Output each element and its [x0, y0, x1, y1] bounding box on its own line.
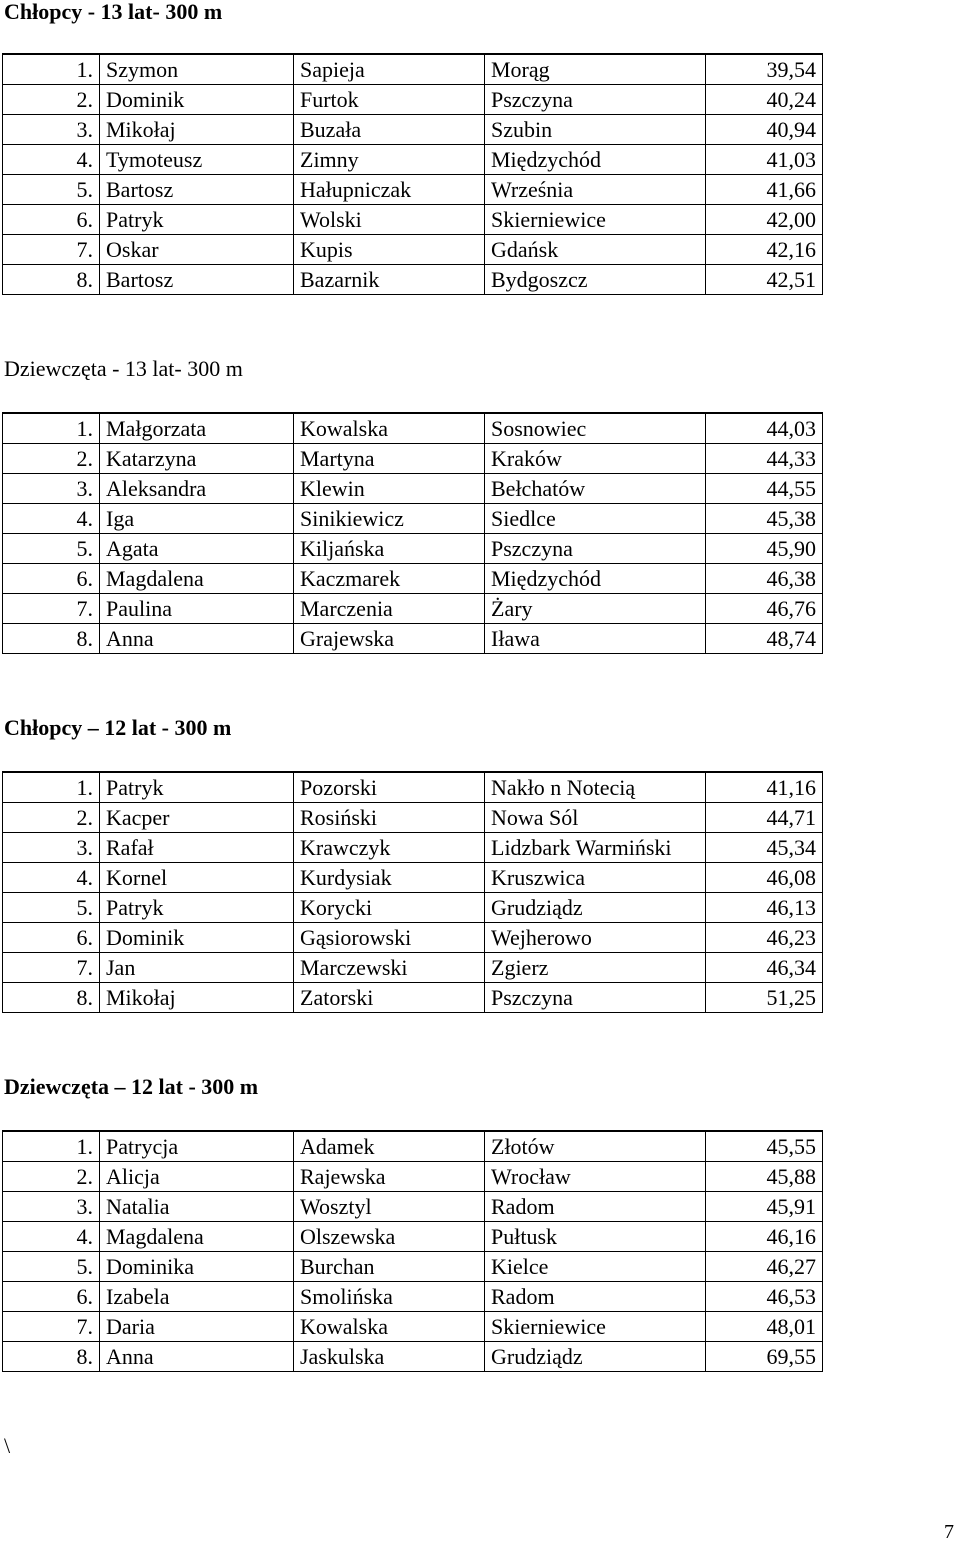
- last-name-cell: Wolski: [294, 205, 485, 235]
- place-cell: 7.: [3, 1312, 100, 1342]
- town-cell: Pszczyna: [485, 85, 706, 115]
- first-name-cell: Patrycja: [100, 1131, 294, 1162]
- table-row: [3, 1192, 823, 1222]
- place-cell: 6.: [3, 923, 100, 953]
- last-name-cell: Kurdysiak: [294, 863, 485, 893]
- town-cell: Złotów: [485, 1131, 706, 1162]
- table-row: [3, 265, 823, 295]
- last-name-cell: Furtok: [294, 85, 485, 115]
- place-cell: 2.: [3, 1162, 100, 1192]
- first-name-cell: Tymoteusz: [100, 145, 294, 175]
- last-name-cell: Kowalska: [294, 1312, 485, 1342]
- last-name-cell: Korycki: [294, 893, 485, 923]
- last-name-cell: Rosiński: [294, 803, 485, 833]
- place-cell: 1.: [3, 1131, 100, 1162]
- first-name-cell: Anna: [100, 1342, 294, 1372]
- first-name-cell: Bartosz: [100, 265, 294, 295]
- town-cell: Pułtusk: [485, 1222, 706, 1252]
- time-cell: 45,90: [706, 534, 823, 564]
- first-name-cell: Agata: [100, 534, 294, 564]
- table-row: [3, 54, 823, 85]
- time-cell: 40,94: [706, 115, 823, 145]
- first-name-cell: Dominika: [100, 1252, 294, 1282]
- town-cell: Kielce: [485, 1252, 706, 1282]
- table-row: [3, 564, 823, 594]
- town-cell: Kraków: [485, 444, 706, 474]
- place-cell: 7.: [3, 953, 100, 983]
- place-cell: 7.: [3, 235, 100, 265]
- table-row: [3, 983, 823, 1013]
- town-cell: Żary: [485, 594, 706, 624]
- table-row: [3, 235, 823, 265]
- time-cell: 44,03: [706, 413, 823, 444]
- last-name-cell: Kowalska: [294, 413, 485, 444]
- last-name-cell: Krawczyk: [294, 833, 485, 863]
- time-cell: 46,76: [706, 594, 823, 624]
- last-name-cell: Olszewska: [294, 1222, 485, 1252]
- place-cell: 2.: [3, 85, 100, 115]
- last-name-cell: Gąsiorowski: [294, 923, 485, 953]
- results-table-girls-12: [2, 1130, 823, 1372]
- town-cell: Iława: [485, 624, 706, 654]
- time-cell: 40,24: [706, 85, 823, 115]
- table-row: [3, 534, 823, 564]
- results-table-girls-13: [2, 412, 823, 654]
- table-row: [3, 1342, 823, 1372]
- town-cell: Międzychód: [485, 564, 706, 594]
- time-cell: 45,34: [706, 833, 823, 863]
- time-cell: 41,03: [706, 145, 823, 175]
- first-name-cell: Kacper: [100, 803, 294, 833]
- place-cell: 6.: [3, 1282, 100, 1312]
- last-name-cell: Marczenia: [294, 594, 485, 624]
- place-cell: 1.: [3, 54, 100, 85]
- last-name-cell: Kupis: [294, 235, 485, 265]
- town-cell: Skierniewice: [485, 205, 706, 235]
- first-name-cell: Patryk: [100, 893, 294, 923]
- last-name-cell: Martyna: [294, 444, 485, 474]
- table-row: [3, 953, 823, 983]
- table-row: [3, 1252, 823, 1282]
- first-name-cell: Małgorzata: [100, 413, 294, 444]
- place-cell: 5.: [3, 1252, 100, 1282]
- last-name-cell: Rajewska: [294, 1162, 485, 1192]
- town-cell: Skierniewice: [485, 1312, 706, 1342]
- place-cell: 3.: [3, 833, 100, 863]
- table-row: [3, 772, 823, 803]
- place-cell: 6.: [3, 564, 100, 594]
- town-cell: Września: [485, 175, 706, 205]
- time-cell: 41,16: [706, 772, 823, 803]
- first-name-cell: Katarzyna: [100, 444, 294, 474]
- place-cell: 5.: [3, 534, 100, 564]
- table-row: [3, 115, 823, 145]
- time-cell: 45,55: [706, 1131, 823, 1162]
- town-cell: Lidzbark Warmiński: [485, 833, 706, 863]
- table-row: [3, 145, 823, 175]
- last-name-cell: Burchan: [294, 1252, 485, 1282]
- table-row: [3, 1131, 823, 1162]
- place-cell: 2.: [3, 444, 100, 474]
- last-name-cell: Sapieja: [294, 54, 485, 85]
- table-row: [3, 504, 823, 534]
- first-name-cell: Dominik: [100, 923, 294, 953]
- time-cell: 46,16: [706, 1222, 823, 1252]
- time-cell: 44,71: [706, 803, 823, 833]
- first-name-cell: Alicja: [100, 1162, 294, 1192]
- time-cell: 51,25: [706, 983, 823, 1013]
- first-name-cell: Aleksandra: [100, 474, 294, 504]
- place-cell: 8.: [3, 983, 100, 1013]
- section-title-girls-13: Dziewczęta - 13 lat- 300 m: [4, 356, 243, 381]
- town-cell: Nowa Sól: [485, 803, 706, 833]
- place-cell: 1.: [3, 772, 100, 803]
- first-name-cell: Izabela: [100, 1282, 294, 1312]
- town-cell: Sosnowiec: [485, 413, 706, 444]
- time-cell: 42,16: [706, 235, 823, 265]
- town-cell: Gdańsk: [485, 235, 706, 265]
- town-cell: Grudziądz: [485, 1342, 706, 1372]
- place-cell: 5.: [3, 893, 100, 923]
- last-name-cell: Grajewska: [294, 624, 485, 654]
- last-name-cell: Smolińska: [294, 1282, 485, 1312]
- time-cell: 46,38: [706, 564, 823, 594]
- results-table-boys-13: [2, 53, 823, 295]
- last-name-cell: Sinikiewicz: [294, 504, 485, 534]
- stray-mark: \: [4, 1433, 11, 1458]
- table-row: [3, 833, 823, 863]
- table-row: [3, 624, 823, 654]
- town-cell: Zgierz: [485, 953, 706, 983]
- place-cell: 3.: [3, 115, 100, 145]
- time-cell: 42,00: [706, 205, 823, 235]
- town-cell: Wrocław: [485, 1162, 706, 1192]
- last-name-cell: Hałupniczak: [294, 175, 485, 205]
- last-name-cell: Kiljańska: [294, 534, 485, 564]
- table-row: [3, 1312, 823, 1342]
- table-row: [3, 474, 823, 504]
- last-name-cell: Marczewski: [294, 953, 485, 983]
- time-cell: 48,74: [706, 624, 823, 654]
- last-name-cell: Pozorski: [294, 772, 485, 803]
- table-row: [3, 413, 823, 444]
- town-cell: Siedlce: [485, 504, 706, 534]
- town-cell: Kruszwica: [485, 863, 706, 893]
- time-cell: 46,13: [706, 893, 823, 923]
- results-table-boys-12: [2, 771, 823, 1013]
- last-name-cell: Bazarnik: [294, 265, 485, 295]
- town-cell: Radom: [485, 1282, 706, 1312]
- time-cell: 39,54: [706, 54, 823, 85]
- first-name-cell: Rafał: [100, 833, 294, 863]
- last-name-cell: Zatorski: [294, 983, 485, 1013]
- town-cell: Wejherowo: [485, 923, 706, 953]
- place-cell: 4.: [3, 863, 100, 893]
- town-cell: Morąg: [485, 54, 706, 85]
- table-row: [3, 1162, 823, 1192]
- place-cell: 8.: [3, 624, 100, 654]
- town-cell: Bełchatów: [485, 474, 706, 504]
- time-cell: 69,55: [706, 1342, 823, 1372]
- place-cell: 2.: [3, 803, 100, 833]
- town-cell: Bydgoszcz: [485, 265, 706, 295]
- first-name-cell: Daria: [100, 1312, 294, 1342]
- time-cell: 46,34: [706, 953, 823, 983]
- last-name-cell: Wosztyl: [294, 1192, 485, 1222]
- time-cell: 45,88: [706, 1162, 823, 1192]
- first-name-cell: Mikołaj: [100, 115, 294, 145]
- time-cell: 41,66: [706, 175, 823, 205]
- town-cell: Międzychód: [485, 145, 706, 175]
- town-cell: Grudziądz: [485, 893, 706, 923]
- table-row: [3, 205, 823, 235]
- last-name-cell: Buzała: [294, 115, 485, 145]
- first-name-cell: Anna: [100, 624, 294, 654]
- place-cell: 7.: [3, 594, 100, 624]
- place-cell: 1.: [3, 413, 100, 444]
- town-cell: Pszczyna: [485, 534, 706, 564]
- table-row: [3, 444, 823, 474]
- last-name-cell: Kaczmarek: [294, 564, 485, 594]
- town-cell: Szubin: [485, 115, 706, 145]
- time-cell: 45,38: [706, 504, 823, 534]
- first-name-cell: Paulina: [100, 594, 294, 624]
- first-name-cell: Patryk: [100, 772, 294, 803]
- first-name-cell: Dominik: [100, 85, 294, 115]
- time-cell: 46,53: [706, 1282, 823, 1312]
- last-name-cell: Zimny: [294, 145, 485, 175]
- table-row: [3, 85, 823, 115]
- last-name-cell: Adamek: [294, 1131, 485, 1162]
- place-cell: 5.: [3, 175, 100, 205]
- place-cell: 3.: [3, 474, 100, 504]
- first-name-cell: Kornel: [100, 863, 294, 893]
- first-name-cell: Natalia: [100, 1192, 294, 1222]
- first-name-cell: Magdalena: [100, 564, 294, 594]
- place-cell: 8.: [3, 265, 100, 295]
- table-row: [3, 923, 823, 953]
- town-cell: Nakło n Notecią: [485, 772, 706, 803]
- section-title-girls-12: Dziewczęta – 12 lat - 300 m: [4, 1074, 259, 1099]
- town-cell: Pszczyna: [485, 983, 706, 1013]
- first-name-cell: Magdalena: [100, 1222, 294, 1252]
- place-cell: 8.: [3, 1342, 100, 1372]
- first-name-cell: Patryk: [100, 205, 294, 235]
- time-cell: 44,55: [706, 474, 823, 504]
- table-row: [3, 893, 823, 923]
- first-name-cell: Mikołaj: [100, 983, 294, 1013]
- time-cell: 44,33: [706, 444, 823, 474]
- table-row: [3, 1222, 823, 1252]
- page-number: 7: [944, 1521, 954, 1543]
- place-cell: 4.: [3, 145, 100, 175]
- last-name-cell: Jaskulska: [294, 1342, 485, 1372]
- table-row: [3, 803, 823, 833]
- table-row: [3, 1282, 823, 1312]
- time-cell: 46,08: [706, 863, 823, 893]
- time-cell: 46,27: [706, 1252, 823, 1282]
- time-cell: 46,23: [706, 923, 823, 953]
- time-cell: 45,91: [706, 1192, 823, 1222]
- first-name-cell: Jan: [100, 953, 294, 983]
- table-row: [3, 175, 823, 205]
- place-cell: 4.: [3, 504, 100, 534]
- table-row: [3, 594, 823, 624]
- first-name-cell: Oskar: [100, 235, 294, 265]
- time-cell: 42,51: [706, 265, 823, 295]
- place-cell: 4.: [3, 1222, 100, 1252]
- place-cell: 6.: [3, 205, 100, 235]
- section-title-boys-13: Chłopcy - 13 lat- 300 m: [4, 0, 223, 24]
- section-title-boys-12: Chłopcy – 12 lat - 300 m: [4, 715, 232, 740]
- first-name-cell: Szymon: [100, 54, 294, 85]
- last-name-cell: Klewin: [294, 474, 485, 504]
- town-cell: Radom: [485, 1192, 706, 1222]
- time-cell: 48,01: [706, 1312, 823, 1342]
- place-cell: 3.: [3, 1192, 100, 1222]
- first-name-cell: Iga: [100, 504, 294, 534]
- table-row: [3, 863, 823, 893]
- first-name-cell: Bartosz: [100, 175, 294, 205]
